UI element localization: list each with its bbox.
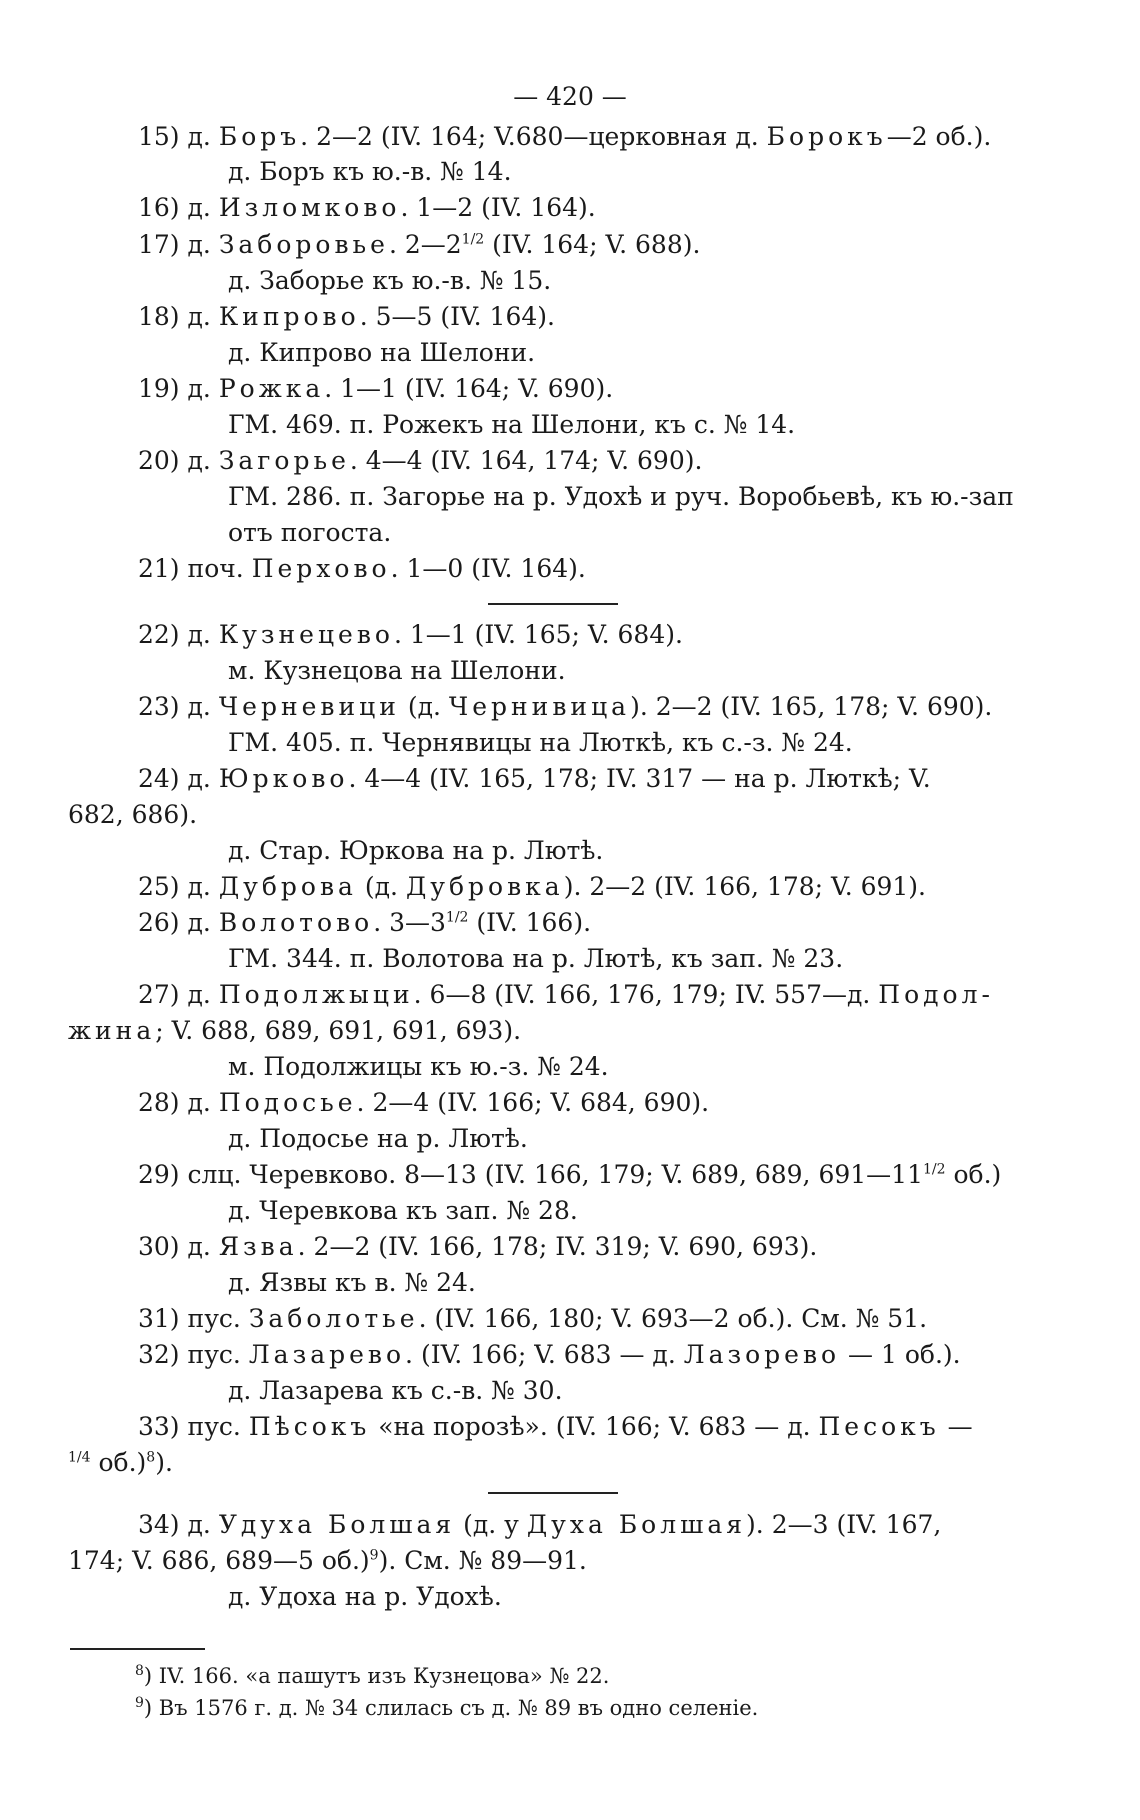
entry-15: 15) д. Боръ. 2—2 (IV. 164; V.680—церковная д. Борокъ—2 об.).: [138, 122, 992, 151]
page-number: — 420 —: [513, 82, 627, 111]
entry-17: 17) д. Заборовье. $2—2^{1/2}$ (IV. 164; V. 688).: [138, 230, 701, 259]
section-divider: [488, 603, 618, 605]
entry-18: 18) д. Кипрово. 5—5 (IV. 164).: [138, 302, 555, 331]
entry-22: 22) д. Кузнецево. 1—1 (IV. 165; V. 684).: [138, 620, 683, 649]
entry-33-cont: $^{1/4}$ об.)$^8$).: [68, 1448, 173, 1477]
entry-30-location: д. Язвы къ в. № 24.: [228, 1268, 476, 1297]
entry-29: 29) слц. Черевково. 8—13 (IV. 166, 179; V. 689, 689, $691—11^{1/2}$ об.): [138, 1160, 1002, 1189]
entry-27: 27) д. Подолжыци. 6—8 (IV. 166, 176, 179; IV. 557—д. Подол-: [138, 980, 994, 1009]
entry-28: 28) д. Подосье. 2—4 (IV. 166; V. 684, 690).: [138, 1088, 710, 1117]
entry-22-location: м. Кузнецова на Шелони.: [228, 656, 566, 685]
entry-24-location: д. Стар. Юркова на р. Лютѣ.: [228, 836, 604, 865]
entry-26: 26) д. Волотово. $3—3^{1/2}$ (IV. 166).: [138, 908, 592, 937]
footnote-divider: [70, 1648, 205, 1650]
entry-23: 23) д. Черневици (д. Чернивица). 2—2 (IV. 165, 178; V. 690).: [138, 692, 993, 721]
entry-24-cont: 682, 686).: [68, 800, 198, 829]
entry-29-location: д. Черевкова къ зап. № 28.: [228, 1196, 578, 1225]
entry-23-location: ГМ. 405. п. Чернявицы на Люткѣ, къ с.-з. № 24.: [228, 728, 853, 757]
entry-24: 24) д. Юрково. 4—4 (IV. 165, 178; IV. 317 — на р. Люткѣ; V.: [138, 764, 931, 793]
entry-34: 34) д. Удуха Болшая (д. у Духа Болшая). 2—3 (IV. 167,: [138, 1510, 942, 1539]
entry-20: 20) д. Загорье. 4—4 (IV. 164, 174; V. 690).: [138, 446, 703, 475]
entry-27-cont: жина; V. 688, 689, 691, 691, 693).: [68, 1016, 522, 1045]
entry-34-location: д. Удоха на р. Удохѣ.: [228, 1582, 502, 1611]
entry-27-location: м. Подолжицы къ ю.-з. № 24.: [228, 1052, 609, 1081]
entry-20-location-cont: отъ погоста.: [228, 518, 392, 547]
entry-17-location: д. Заборье къ ю.-в. № 15.: [228, 266, 552, 295]
entry-32-location: д. Лазарева къ с.-в. № 30.: [228, 1376, 563, 1405]
entry-32: 32) пус. Лазарево. (IV. 166; V. 683 — д. Лазорево — 1 об.).: [138, 1340, 961, 1369]
entry-25: 25) д. Дуброва (д. Дубровка). 2—2 (IV. 166, 178; V. 691).: [138, 872, 927, 901]
entry-16: 16) д. Изломково. 1—2 (IV. 164).: [138, 193, 596, 222]
entry-31: 31) пус. Заболотье. (IV. 166, 180; V. 693—2 об.). См. № 51.: [138, 1304, 928, 1333]
footnote-9: $^9$) Въ 1576 г. д. № 34 слилась съ д. № 89 въ одно селеніе.: [135, 1695, 759, 1720]
footnote-8: $^8$) IV. 166. «а пашутъ изъ Кузнецова» № 22.: [135, 1663, 610, 1688]
entry-26-location: ГМ. 344. п. Волотова на р. Лютѣ, къ зап. № 23.: [228, 944, 844, 973]
entry-18-location: д. Кипрово на Шелони.: [228, 338, 536, 367]
entry-15-location: д. Боръ къ ю.-в. № 14.: [228, 157, 512, 186]
entry-33: 33) пус. Пѣсокъ «на порозѣ». (IV. 166; V. 683 — д. Песокъ —: [138, 1412, 973, 1441]
entry-19: 19) д. Рожка. 1—1 (IV. 164; V. 690).: [138, 374, 614, 403]
entry-30: 30) д. Язва. 2—2 (IV. 166, 178; IV. 319; V. 690, 693).: [138, 1232, 818, 1261]
entry-20-location: ГМ. 286. п. Загорье на р. Удохѣ и руч. Воробьевѣ, къ ю.-зап: [228, 482, 1014, 511]
entry-28-location: д. Подосье на р. Лютѣ.: [228, 1124, 528, 1153]
section-divider: [488, 1492, 618, 1494]
entry-34-cont: 174; V. 686, 689—5 об.)$^9$). См. № 89—91.: [68, 1546, 587, 1575]
entry-21: 21) поч. Перхово. 1—0 (IV. 164).: [138, 554, 586, 583]
entry-19-location: ГМ. 469. п. Рожекъ на Шелони, къ с. № 14.: [228, 410, 796, 439]
